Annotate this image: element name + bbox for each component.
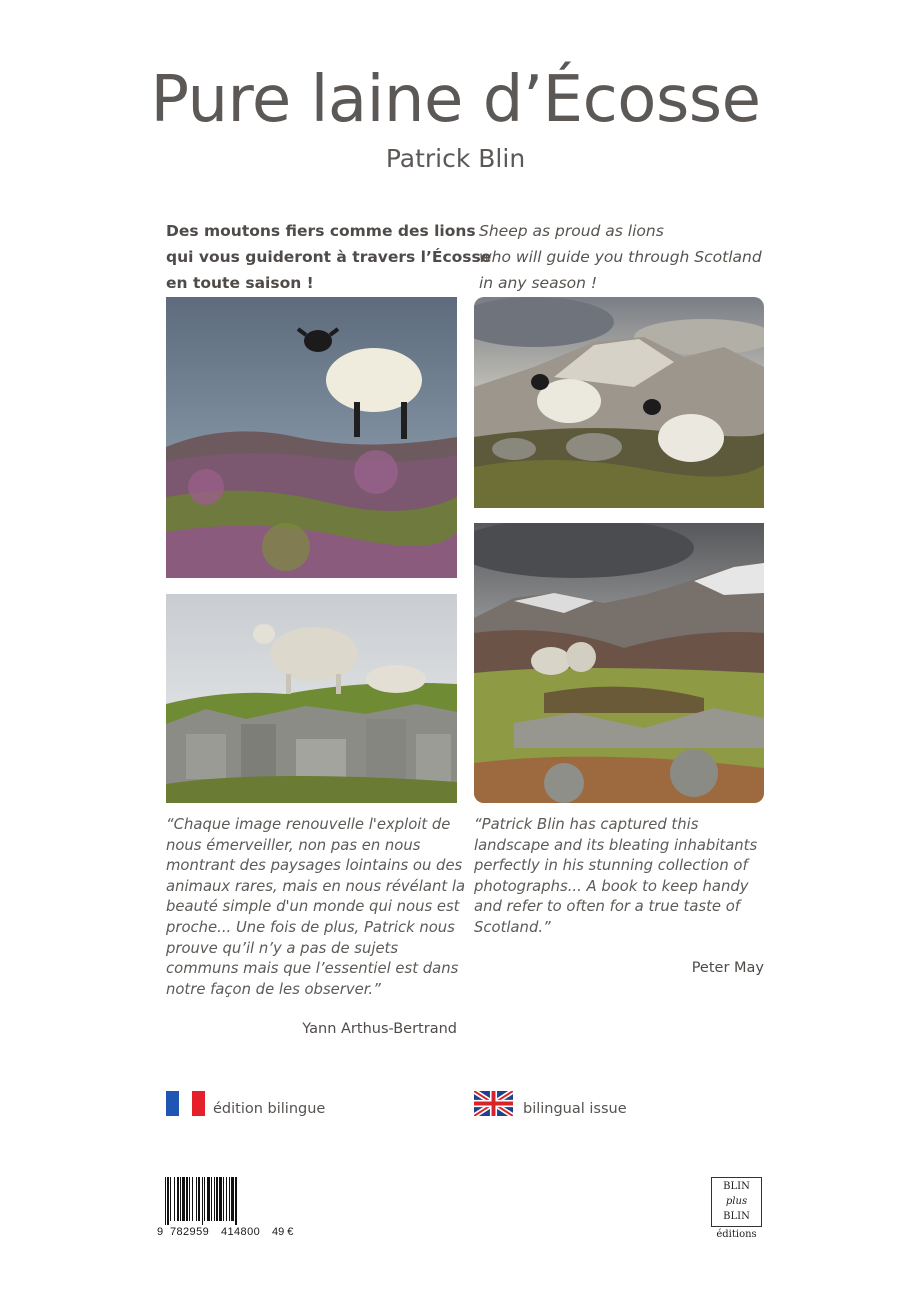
isbn-group-1: 782959 [170, 1226, 210, 1238]
quote-fr-line: communs mais que l’essentiel est dans [166, 960, 459, 978]
tagline-fr-line: en toute saison ! [166, 274, 314, 292]
quote-fr-line: “Chaque image renouvelle l'exploit de [166, 816, 451, 833]
two-sheep-mountains-photo [474, 297, 764, 508]
quote-en-line: landscape and its bleating inhabitants [474, 836, 758, 854]
quote-fr-line: animaux rares, mais en nous révélant la [166, 877, 466, 895]
tagline-en-line: who will guide you through Scotland [479, 248, 762, 266]
english-edition-label: bilingual issue [523, 1101, 627, 1117]
isbn-group-2: 414800 [221, 1226, 261, 1238]
french-flag-icon [166, 1091, 205, 1116]
quote-fr-attribution: Yann Arthus-Bertrand [302, 1021, 457, 1037]
quote-fr-line: prouve qu’il n’y a pas de sujets [166, 939, 399, 957]
quote-en-line: “Patrick Blin has captured this [474, 816, 699, 833]
quote-fr-line: montrant des paysages lointains ou des [166, 857, 463, 875]
publisher-logo [711, 1177, 762, 1227]
publisher-line-2: plus [725, 1196, 748, 1207]
author-name: Patrick Blin [385, 144, 526, 173]
quote-en-line: photographs... A book to keep handy [474, 877, 749, 895]
quote-french [166, 815, 466, 1000]
quote-en-line: perfectly in his stunning collection of [474, 857, 748, 875]
quote-fr-line: notre façon de les observer.” [166, 980, 381, 998]
quote-en-line: Scotland.” [474, 918, 551, 936]
french-edition-label: édition bilingue [213, 1101, 326, 1117]
tagline-english [479, 218, 769, 296]
tagline-fr-line: qui vous guideront à travers l’Écosse [166, 248, 492, 266]
price-label: 49 € [272, 1226, 294, 1238]
tagline-en-line: in any season ! [479, 274, 598, 292]
tagline-french [166, 218, 492, 296]
quote-fr-line: proche... Une fois de plus, Patrick nous [166, 918, 455, 936]
tagline-en-line: Sheep as proud as lions [479, 222, 664, 240]
tagline-fr-line: Des moutons fiers comme des lions [166, 222, 476, 240]
sheep-on-rocks-photo [166, 594, 457, 803]
quote-fr-line: nous émerveiller, non pas en nous [166, 836, 421, 854]
quote-fr-line: beauté simple d'un monde qui nous est [166, 898, 460, 916]
sheep-on-heather-photo [166, 297, 457, 578]
quote-en-line: and refer to often for a true taste of [474, 898, 740, 916]
publisher-imprint: éditions [716, 1229, 757, 1240]
quote-english [474, 815, 774, 939]
sheep-pair-valley-photo [474, 523, 764, 803]
isbn-prefix-digit: 9 [157, 1226, 164, 1238]
publisher-line-1: BLIN [723, 1181, 750, 1192]
quote-en-attribution: Peter May [691, 960, 764, 976]
isbn-barcode [164, 1177, 268, 1225]
publisher-line-3: BLIN [723, 1211, 750, 1222]
uk-flag-icon [474, 1091, 513, 1116]
book-title: Pure laine d’Écosse [150, 63, 761, 137]
